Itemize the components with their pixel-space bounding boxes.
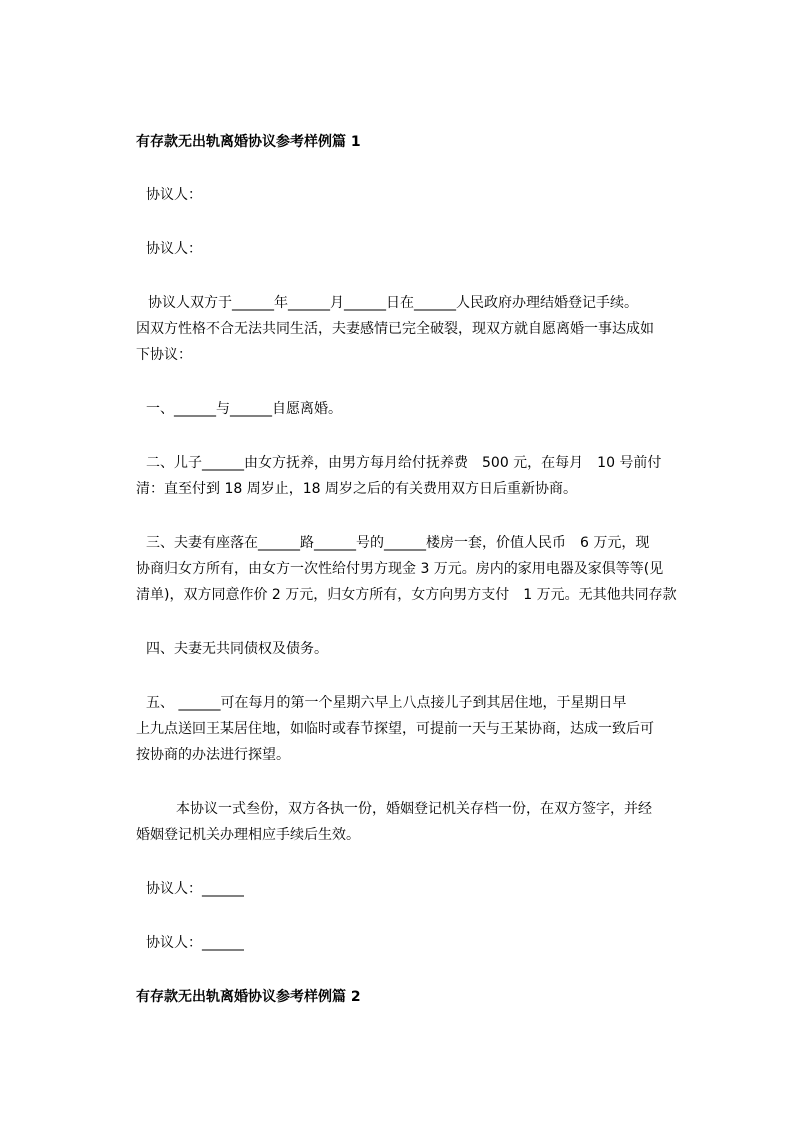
section-heading-1: 有存款无出轨离婚协议参考样例篇 1	[136, 134, 361, 150]
clause-2-line-2: 清：直至付到 18 周岁止，18 周岁之后的有关费用双方日后重新协商。	[136, 481, 577, 497]
clause-2-line-1: 二、儿子______由女方抚养，由男方每月给付抚养费 500 元，在每月 10 号前付	[146, 455, 662, 471]
effect-line-2: 婚姻登记机关办理相应手续后生效。	[136, 827, 360, 843]
clause-3-line-2: 协商归女方所有，由女方一次性给付男方现金 3 万元。房内的家用电器及家俱等等(见	[136, 561, 664, 577]
party-b-label: 协议人：	[146, 241, 202, 257]
intro-line-3: 下协议：	[136, 347, 192, 363]
signature-party-b: 协议人：______	[146, 935, 244, 951]
clause-5-line-1: 五、 ______可在每月的第一个星期六早上八点接儿子到其居住地，于星期日早	[146, 695, 627, 711]
effect-line-1: 本协议一式叁份，双方各执一份，婚姻登记机关存档一份，在双方签字，并经	[176, 801, 652, 817]
clause-5-line-2: 上九点送回王某居住地，如临时或春节探望，可提前一天与王某协商，达成一致后可	[136, 721, 654, 737]
clause-3-line-1: 三、夫妻有座落在______路______号的______楼房一套，价值人民币 6 万元，现	[146, 535, 650, 551]
intro-line-1: 协议人双方于______年______月______日在______人民政府办理结婚登记手续。	[148, 295, 638, 311]
clause-3-line-3: 清单)，双方同意作价 2 万元，归女方所有，女方向男方支付 1 万元。无其他共同存款	[136, 587, 677, 603]
intro-line-2: 因双方性格不合无法共同生活，夫妻感情已完全破裂，现双方就自愿离婚一事达成如	[136, 321, 654, 337]
signature-party-a: 协议人：______	[146, 881, 244, 897]
section-heading-2: 有存款无出轨离婚协议参考样例篇 2	[136, 989, 361, 1005]
party-a-label: 协议人：	[146, 187, 202, 203]
clause-1: 一、______与______自愿离婚。	[146, 401, 342, 417]
clause-4: 四、夫妻无共同债权及债务。	[146, 641, 328, 657]
clause-5-line-3: 按协商的办法进行探望。	[136, 747, 290, 763]
